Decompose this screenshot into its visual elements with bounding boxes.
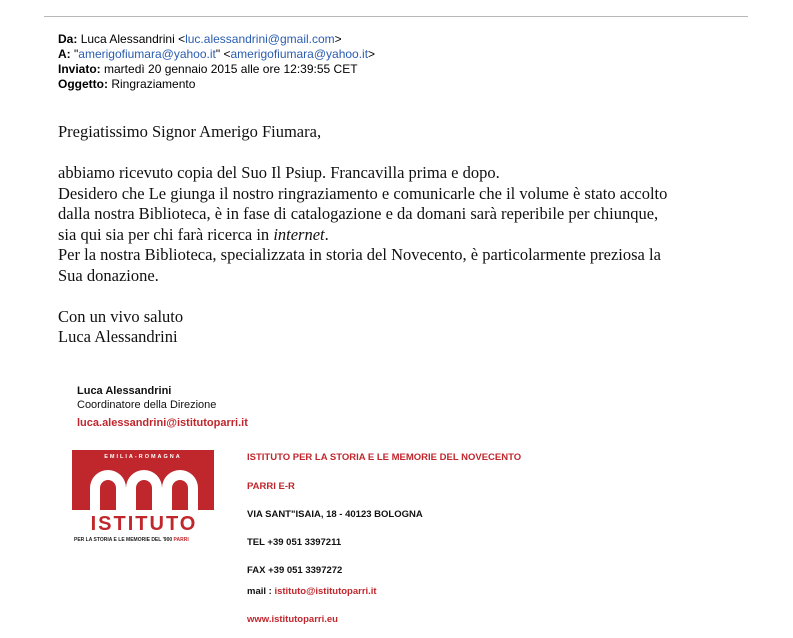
message-line-6: Sua donazione. (58, 265, 159, 285)
subject-label: Oggetto: (58, 77, 108, 91)
closing: Con un vivo saluto (58, 306, 184, 326)
institute-fax: FAX +39 051 3397272 (247, 565, 343, 576)
signature-block (77, 384, 248, 430)
istituto-parri-logo (72, 450, 214, 545)
to-email-link-2[interactable]: amerigofiumara@yahoo.it (230, 47, 369, 61)
message-line-4-text: sia qui sia per chi farà ricerca in (58, 224, 274, 244)
institute-mail-link[interactable]: istituto@istitutoparri.it (274, 586, 377, 597)
message-line-5: Per la nostra Biblioteca, specializzata in storia del Novecento, è particolarmente preziosa la (58, 245, 661, 264)
logo-tagline-red: PARRI (173, 537, 189, 543)
message-body (58, 122, 758, 348)
signature-role: Coordinatore della Direzione (77, 399, 217, 411)
message-line-4-end: . (324, 224, 329, 244)
email-header (58, 32, 375, 92)
to-quote-close: " < (215, 47, 231, 61)
from-label: Da: (58, 32, 78, 46)
top-divider (44, 16, 748, 17)
to-quote-open: " (74, 47, 79, 61)
message-line-4 (58, 225, 758, 246)
sent-row (58, 62, 375, 77)
from-row (58, 32, 375, 47)
message-line-4-italic: internet (273, 224, 325, 244)
signature-name: Luca Alessandrini (77, 385, 172, 397)
subject-value: Ringraziamento (111, 77, 196, 91)
to-row (58, 47, 375, 62)
signoff: Luca Alessandrini (58, 327, 178, 346)
message-line-3: dalla nostra Biblioteca, è in fase di catalogazione e da domani sarà reperibile per chiunque, (58, 204, 659, 223)
institute-address: VIA SANT"ISAIA, 18 - 40123 BOLOGNA (247, 509, 423, 520)
signature-email-link[interactable]: luca.alessandrini@istitutoparri.it (77, 417, 248, 429)
logo-region-text: EMILIA-ROMAGNA (104, 454, 182, 460)
to-label: A: (58, 47, 71, 61)
logo-wordmark: ISTITUTO (90, 513, 198, 535)
institute-short-name: PARRI E-R (247, 481, 295, 492)
from-close: > (334, 32, 342, 46)
message-line-2: Desidero che Le giunga il nostro ringraziamento e comunicarle che il volume è stato accolto (58, 183, 668, 203)
to-email-link-1[interactable]: amerigofiumara@yahoo.it (78, 47, 216, 61)
to-close: > (368, 47, 376, 61)
message-line-1: abbiamo ricevuto copia del Suo Il Psiup. Francavilla prima e dopo. (58, 163, 500, 182)
from-name: Luca Alessandrini < (80, 32, 186, 46)
institute-mail-row (247, 586, 377, 597)
subject-row (58, 77, 375, 92)
logo-tagline (74, 537, 189, 543)
institute-mail-label: mail : (247, 586, 275, 597)
greeting: Pregiatissimo Signor Amerigo Fiumara, (58, 122, 322, 141)
institute-tel: TEL +39 051 3397211 (247, 537, 342, 548)
sent-value: martedì 20 gennaio 2015 alle ore 12:39:55 CET (104, 62, 358, 76)
logo-tagline-main: PER LA STORIA E LE MEMORIE DEL '900 (74, 537, 173, 543)
sent-label: Inviato: (58, 62, 101, 76)
from-email-link[interactable]: luc.alessandrini@gmail.com (185, 32, 335, 46)
institute-website-link[interactable]: www.istitutoparri.eu (247, 614, 338, 625)
institute-name: ISTITUTO PER LA STORIA E LE MEMORIE DEL NOVECENTO (247, 452, 522, 463)
